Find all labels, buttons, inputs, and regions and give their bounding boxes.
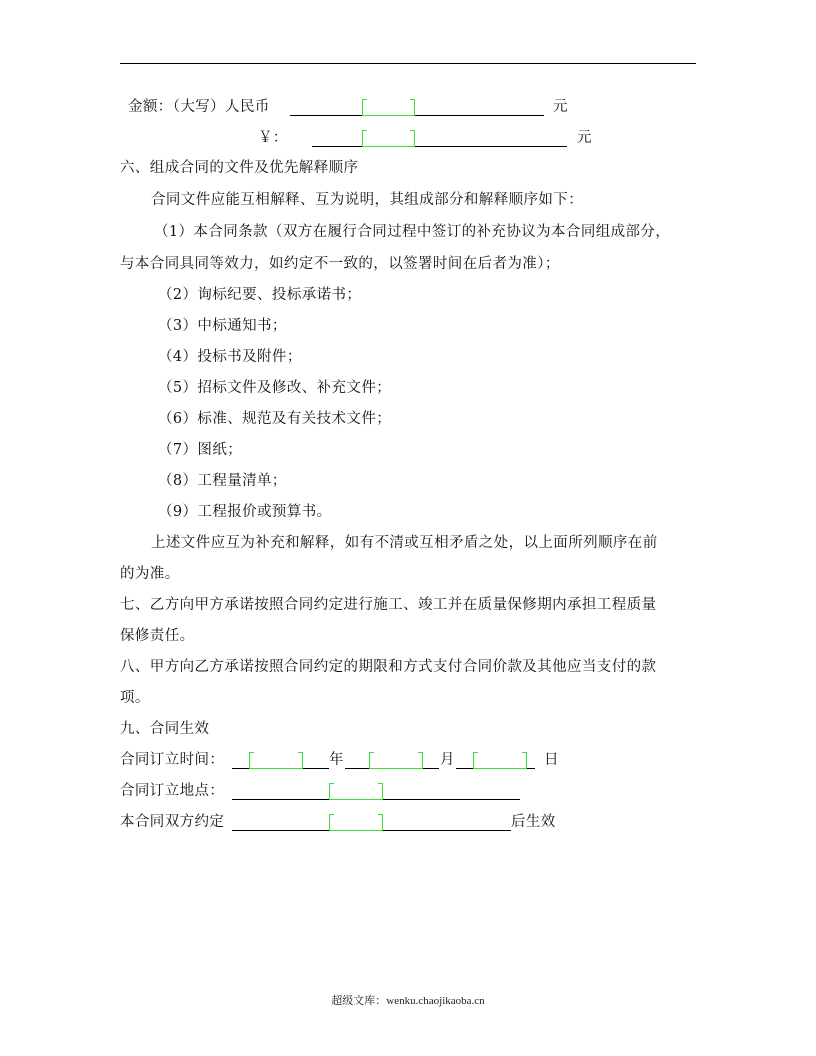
sign-time-label: 合同订立时间： [120,752,225,768]
year-label: 年 [329,752,344,768]
section-7-line-1: 七、乙方向甲方承诺按照合同约定进行施工、竣工并在质量保修期内承担工程质量 [120,597,657,613]
day-underline-left [456,750,473,769]
section-6-item-1-line-2: 与本合同具同等效力，如约定不一致的，以签署时间在后者为准）； [120,256,560,272]
month-underline-left [345,750,369,769]
effective-underline-right [383,812,511,831]
year-underline-right [303,750,329,769]
day-label: 日 [544,752,559,768]
amount-figures-field[interactable] [362,128,415,147]
section-6-closing-line-1: 上述文件应互为补充和解释，如有不清或互相矛盾之处，以上面所列顺序在前 [151,535,658,551]
day-underline-right [527,750,535,769]
day-field[interactable] [473,750,527,769]
amount-words-label: 金额：（大写）人民币 [128,99,270,115]
amount-figures-underline-left [312,128,362,147]
amount-words-underline-right [415,97,544,116]
section-8-line-2: 项。 [120,690,150,706]
effective-underline-left [232,812,329,831]
section-6-item: （6）标准、规范及有关技术文件； [158,411,392,427]
section-7-line-2: 保修责任。 [120,628,195,644]
section-9-title: 九、合同生效 [120,721,210,737]
section-6-item: （9）工程报价或预算书。 [158,504,332,520]
header-rule [120,63,696,64]
sign-place-underline-left [232,781,329,800]
sign-place-underline-right [383,781,520,800]
year-underline-left [232,750,249,769]
amount-words-underline-left [290,97,362,116]
effective-field[interactable] [329,812,383,831]
section-6-item: （7）图纸； [158,442,243,458]
section-6-intro: 合同文件应能互相解释、互为说明，其组成部分和解释顺序如下： [151,192,584,208]
year-field[interactable] [249,750,303,769]
section-6-item: （2）询标纪要、投标承诺书； [158,287,362,303]
effective-prefix: 本合同双方约定 [120,814,225,830]
section-6-item: （3）中标通知书； [158,318,287,334]
footer-watermark: 超级文库：wenku.chaojikaoba.cn [331,995,485,1007]
effective-suffix: 后生效 [511,814,556,830]
section-6-item: （5）招标文件及修改、补充文件； [158,380,392,396]
sign-place-field[interactable] [329,781,383,800]
section-6-closing-line-2: 的为准。 [120,566,180,582]
section-6-item: （8）工程量清单； [158,473,287,489]
amount-figures-underline-right [415,128,567,147]
sign-place-label: 合同订立地点： [120,783,225,799]
amount-figures-label: ￥： [258,130,288,146]
month-label: 月 [440,752,455,768]
amount-words-field[interactable] [362,97,415,116]
amount-words-unit: 元 [553,99,568,115]
section-6-title: 六、组成合同的文件及优先解释顺序 [120,160,359,176]
amount-figures-unit: 元 [577,130,592,146]
section-8-line-1: 八、甲方向乙方承诺按照合同约定的期限和方式支付合同价款及其他应当支付的款 [120,659,657,675]
section-6-item: （4）投标书及附件； [158,349,302,365]
month-underline-right [423,750,439,769]
section-6-item-1-line-1: （1）本合同条款（双方在履行合同过程中签订的补充协议为本合同组成部分， [154,224,671,240]
month-field[interactable] [369,750,423,769]
